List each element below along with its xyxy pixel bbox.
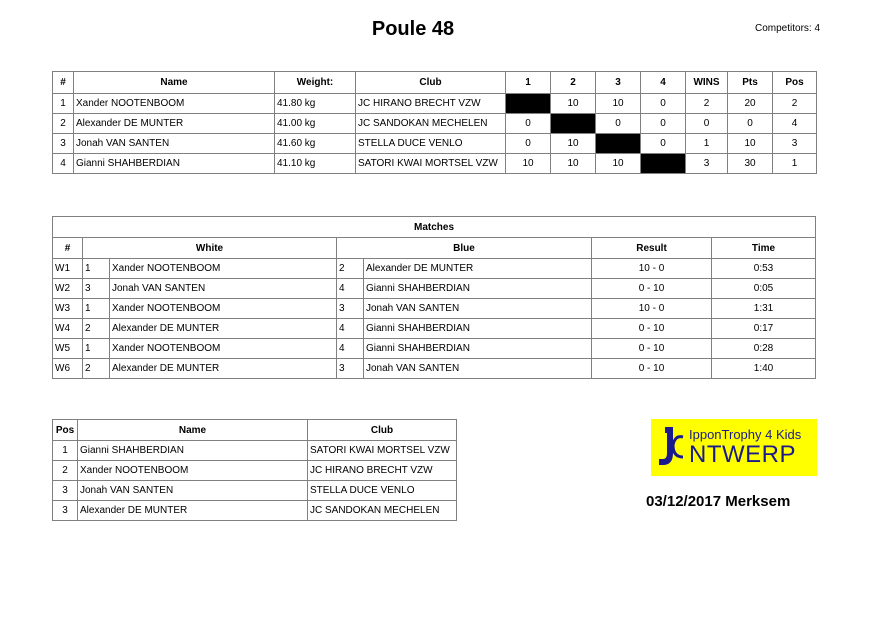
match-white-cell: Xander NOOTENBOOM bbox=[110, 299, 337, 319]
ranking-pos-cell: 3 bbox=[53, 501, 78, 521]
match-result-cell: 10 - 0 bbox=[592, 259, 712, 279]
match-bn-cell: 2 bbox=[337, 259, 364, 279]
pool-s3-cell: 10 bbox=[596, 154, 641, 174]
pool-num-cell: 3 bbox=[53, 134, 74, 154]
pool-header-cell: Weight: bbox=[275, 72, 356, 94]
pool-header-cell: 3 bbox=[596, 72, 641, 94]
pool-header-cell: Club bbox=[356, 72, 506, 94]
pool-self-cell bbox=[551, 114, 596, 134]
pool-table bbox=[52, 71, 817, 174]
matches-header-cell: Time bbox=[712, 238, 816, 259]
match-wn-cell: 1 bbox=[83, 299, 110, 319]
pool-s1-cell: 0 bbox=[506, 114, 551, 134]
pool-pts-cell: 30 bbox=[728, 154, 773, 174]
jc-logo-icon bbox=[655, 423, 685, 471]
match-row bbox=[53, 359, 816, 379]
pool-name-cell: Gianni SHAHBERDIAN bbox=[74, 154, 275, 174]
match-row bbox=[53, 259, 816, 279]
pool-wins-cell: 2 bbox=[686, 94, 728, 114]
pool-weight-cell: 41.00 kg bbox=[275, 114, 356, 134]
match-wn-cell: 1 bbox=[83, 259, 110, 279]
ranking-table bbox=[52, 419, 457, 521]
match-wn-cell: 3 bbox=[83, 279, 110, 299]
pool-s1-cell: 10 bbox=[506, 154, 551, 174]
pool-s2-cell: 10 bbox=[551, 134, 596, 154]
ranking-header-cell: Club bbox=[308, 420, 457, 441]
match-id-cell: W5 bbox=[53, 339, 83, 359]
match-blue-cell: Gianni SHAHBERDIAN bbox=[364, 339, 592, 359]
ranking-club-cell: STELLA DUCE VENLO bbox=[308, 481, 457, 501]
pool-pts-cell: 10 bbox=[728, 134, 773, 154]
pool-s1-cell: 0 bbox=[506, 134, 551, 154]
match-white-cell: Xander NOOTENBOOM bbox=[110, 339, 337, 359]
pool-club-cell: JC SANDOKAN MECHELEN bbox=[356, 114, 506, 134]
pool-s4-cell: 0 bbox=[641, 94, 686, 114]
matches-caption: Matches bbox=[53, 217, 816, 238]
pool-s4-cell: 0 bbox=[641, 114, 686, 134]
pool-name-cell: Xander NOOTENBOOM bbox=[74, 94, 275, 114]
match-row bbox=[53, 319, 816, 339]
ranking-name-cell: Gianni SHAHBERDIAN bbox=[78, 441, 308, 461]
pool-header-cell: 2 bbox=[551, 72, 596, 94]
ranking-name-cell: Xander NOOTENBOOM bbox=[78, 461, 308, 481]
pool-num-cell: 1 bbox=[53, 94, 74, 114]
ranking-name-cell: Jonah VAN SANTEN bbox=[78, 481, 308, 501]
pool-wins-cell: 3 bbox=[686, 154, 728, 174]
ranking-row bbox=[53, 501, 457, 521]
match-row bbox=[53, 339, 816, 359]
match-wn-cell: 2 bbox=[83, 359, 110, 379]
pool-self-cell bbox=[641, 154, 686, 174]
ippontrophy-logo bbox=[651, 419, 817, 476]
matches-table bbox=[52, 216, 816, 379]
match-result-cell: 10 - 0 bbox=[592, 299, 712, 319]
pool-pos-cell: 3 bbox=[773, 134, 817, 154]
match-white-cell: Alexander DE MUNTER bbox=[110, 319, 337, 339]
pool-wins-cell: 0 bbox=[686, 114, 728, 134]
match-blue-cell: Jonah VAN SANTEN bbox=[364, 299, 592, 319]
pool-row bbox=[53, 94, 817, 114]
ranking-row bbox=[53, 441, 457, 461]
match-result-cell: 0 - 10 bbox=[592, 359, 712, 379]
pool-weight-cell: 41.80 kg bbox=[275, 94, 356, 114]
matches-header-cell: # bbox=[53, 238, 83, 259]
match-white-cell: Alexander DE MUNTER bbox=[110, 359, 337, 379]
pool-header-cell: 4 bbox=[641, 72, 686, 94]
ranking-pos-cell: 2 bbox=[53, 461, 78, 481]
match-id-cell: W2 bbox=[53, 279, 83, 299]
event-date-location: 03/12/2017 Merksem bbox=[646, 493, 791, 510]
pool-header-cell: 1 bbox=[506, 72, 551, 94]
match-bn-cell: 3 bbox=[337, 299, 364, 319]
pool-header-cell: # bbox=[53, 72, 74, 94]
pool-weight-cell: 41.10 kg bbox=[275, 154, 356, 174]
pool-num-cell: 2 bbox=[53, 114, 74, 134]
pool-pos-cell: 4 bbox=[773, 114, 817, 134]
match-row bbox=[53, 299, 816, 319]
ranking-pos-cell: 1 bbox=[53, 441, 78, 461]
match-white-cell: Jonah VAN SANTEN bbox=[110, 279, 337, 299]
match-blue-cell: Jonah VAN SANTEN bbox=[364, 359, 592, 379]
pool-s4-cell: 0 bbox=[641, 134, 686, 154]
match-blue-cell: Gianni SHAHBERDIAN bbox=[364, 319, 592, 339]
ranking-club-cell: JC SANDOKAN MECHELEN bbox=[308, 501, 457, 521]
match-blue-cell: Alexander DE MUNTER bbox=[364, 259, 592, 279]
match-bn-cell: 4 bbox=[337, 319, 364, 339]
match-blue-cell: Gianni SHAHBERDIAN bbox=[364, 279, 592, 299]
pool-pts-cell: 20 bbox=[728, 94, 773, 114]
matches-header-cell: Result bbox=[592, 238, 712, 259]
pool-pos-cell: 1 bbox=[773, 154, 817, 174]
ranking-header-cell: Name bbox=[78, 420, 308, 441]
match-id-cell: W1 bbox=[53, 259, 83, 279]
match-result-cell: 0 - 10 bbox=[592, 279, 712, 299]
pool-club-cell: STELLA DUCE VENLO bbox=[356, 134, 506, 154]
matches-header-cell: Blue bbox=[337, 238, 592, 259]
pool-s2-cell: 10 bbox=[551, 94, 596, 114]
pool-wins-cell: 1 bbox=[686, 134, 728, 154]
competitors-count: Competitors: 4 bbox=[755, 23, 821, 34]
pool-self-cell bbox=[506, 94, 551, 114]
match-white-cell: Xander NOOTENBOOM bbox=[110, 259, 337, 279]
match-time-cell: 0:53 bbox=[712, 259, 816, 279]
logo-line2: NTWERP bbox=[689, 441, 796, 468]
pool-club-cell: JC HIRANO BRECHT VZW bbox=[356, 94, 506, 114]
ranking-club-cell: SATORI KWAI MORTSEL VZW bbox=[308, 441, 457, 461]
match-time-cell: 1:31 bbox=[712, 299, 816, 319]
pool-club-cell: SATORI KWAI MORTSEL VZW bbox=[356, 154, 506, 174]
match-time-cell: 0:05 bbox=[712, 279, 816, 299]
pool-weight-cell: 41.60 kg bbox=[275, 134, 356, 154]
pool-num-cell: 4 bbox=[53, 154, 74, 174]
pool-header-cell: Name bbox=[74, 72, 275, 94]
logo-line1: IpponTrophy 4 Kids bbox=[689, 427, 802, 442]
match-bn-cell: 4 bbox=[337, 279, 364, 299]
match-result-cell: 0 - 10 bbox=[592, 319, 712, 339]
ranking-header-cell: Pos bbox=[53, 420, 78, 441]
match-bn-cell: 3 bbox=[337, 359, 364, 379]
pool-header-cell: Pos bbox=[773, 72, 817, 94]
ranking-club-cell: JC HIRANO BRECHT VZW bbox=[308, 461, 457, 481]
page-title: Poule 48 bbox=[371, 18, 455, 40]
pool-s3-cell: 10 bbox=[596, 94, 641, 114]
match-bn-cell: 4 bbox=[337, 339, 364, 359]
match-id-cell: W4 bbox=[53, 319, 83, 339]
match-wn-cell: 2 bbox=[83, 319, 110, 339]
match-id-cell: W3 bbox=[53, 299, 83, 319]
pool-s3-cell: 0 bbox=[596, 114, 641, 134]
match-time-cell: 0:17 bbox=[712, 319, 816, 339]
ranking-pos-cell: 3 bbox=[53, 481, 78, 501]
ranking-row bbox=[53, 481, 457, 501]
pool-s2-cell: 10 bbox=[551, 154, 596, 174]
pool-name-cell: Jonah VAN SANTEN bbox=[74, 134, 275, 154]
pool-header-cell: Pts bbox=[728, 72, 773, 94]
match-wn-cell: 1 bbox=[83, 339, 110, 359]
pool-pos-cell: 2 bbox=[773, 94, 817, 114]
match-result-cell: 0 - 10 bbox=[592, 339, 712, 359]
ranking-row bbox=[53, 461, 457, 481]
match-time-cell: 1:40 bbox=[712, 359, 816, 379]
match-id-cell: W6 bbox=[53, 359, 83, 379]
pool-row bbox=[53, 134, 817, 154]
matches-header-cell: White bbox=[83, 238, 337, 259]
pool-row bbox=[53, 114, 817, 134]
pool-pts-cell: 0 bbox=[728, 114, 773, 134]
pool-self-cell bbox=[596, 134, 641, 154]
pool-name-cell: Alexander DE MUNTER bbox=[74, 114, 275, 134]
match-time-cell: 0:28 bbox=[712, 339, 816, 359]
pool-header-cell: WINS bbox=[686, 72, 728, 94]
match-row bbox=[53, 279, 816, 299]
ranking-name-cell: Alexander DE MUNTER bbox=[78, 501, 308, 521]
pool-row bbox=[53, 154, 817, 174]
